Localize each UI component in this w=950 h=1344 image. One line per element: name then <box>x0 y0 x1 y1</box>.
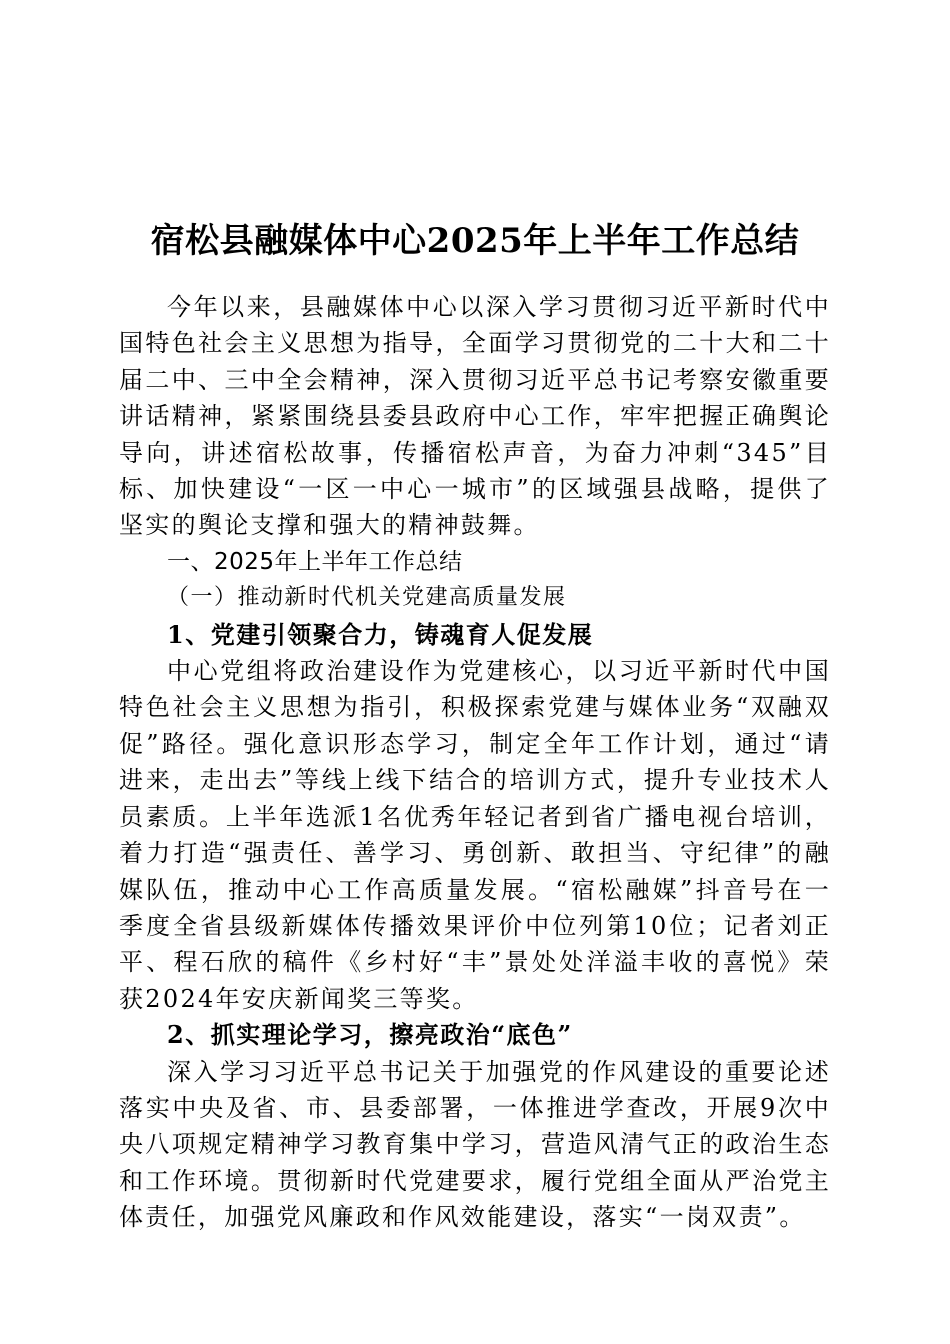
document-title: 宿松县融媒体中心2025年上半年工作总结 <box>150 220 800 261</box>
item-paragraph-1: 中心党组将政治建设作为党建核心，以习近平新时代中国特色社会主义思想为指引，积极探索党建与媒体业务“双融双促”路径。强化意识形态学习，制定全年工作计划，通过“请进来，走出去”等线上线下结合的培训方式，提升专业技术人员素质。上半年选派1名优秀年轻记者到省广播电视台培训，着力打造“强责任、善学习、勇创新、敢担当、守纪律”的融媒队伍，推动中心工作高质量发展。“宿松融媒”抖音号在一季度全省县级新媒体传播效果评价中位列第10位；记者刘正平、程石欣的稿件《乡村好“丰”景处处洋溢丰收的喜悦》荣获2024年安庆新闻奖三等奖。 <box>119 657 831 1013</box>
item-heading-1: 1、党建引领聚合力，铸魂育人促发展 <box>167 619 594 649</box>
item-paragraph-2: 深入学习习近平总书记关于加强党的作风建设的重要论述落实中央及省、市、县委部署，一体推进学查改，开展9次中央八项规定精神学习教育集中学习，营造风清气正的政治生态和工作环境。贯彻新时代党建要求，履行党组全面从严治党主体责任，加强党风廉政和作风效能建设，落实“一岗双责”。 <box>119 1057 831 1232</box>
subsection-heading-1: （一）推动新时代机关党建高质量发展 <box>167 585 567 611</box>
intro-paragraph: 今年以来，县融媒体中心以深入学习贯彻习近平新时代中国特色社会主义思想为指导，全面学习贯彻党的二十大和二十届二中、三中全会精神，深入贯彻习近平总书记考察安徽重要讲话精神，紧紧围绕县委县政府中心工作，牢牢把握正确舆论导向，讲述宿松故事，传播宿松声音，为奋力冲刺“345”目标、加快建设“一区一中心一城市”的区域强县战略，提供了坚实的舆论支撑和强大的精神鼓舞。 <box>119 293 831 540</box>
document-body <box>119 289 831 1236</box>
section-heading-1: 一、2025年上半年工作总结 <box>167 548 463 575</box>
item-heading-2: 2、抓实理论学习，擦亮政治“底色” <box>167 1020 573 1050</box>
